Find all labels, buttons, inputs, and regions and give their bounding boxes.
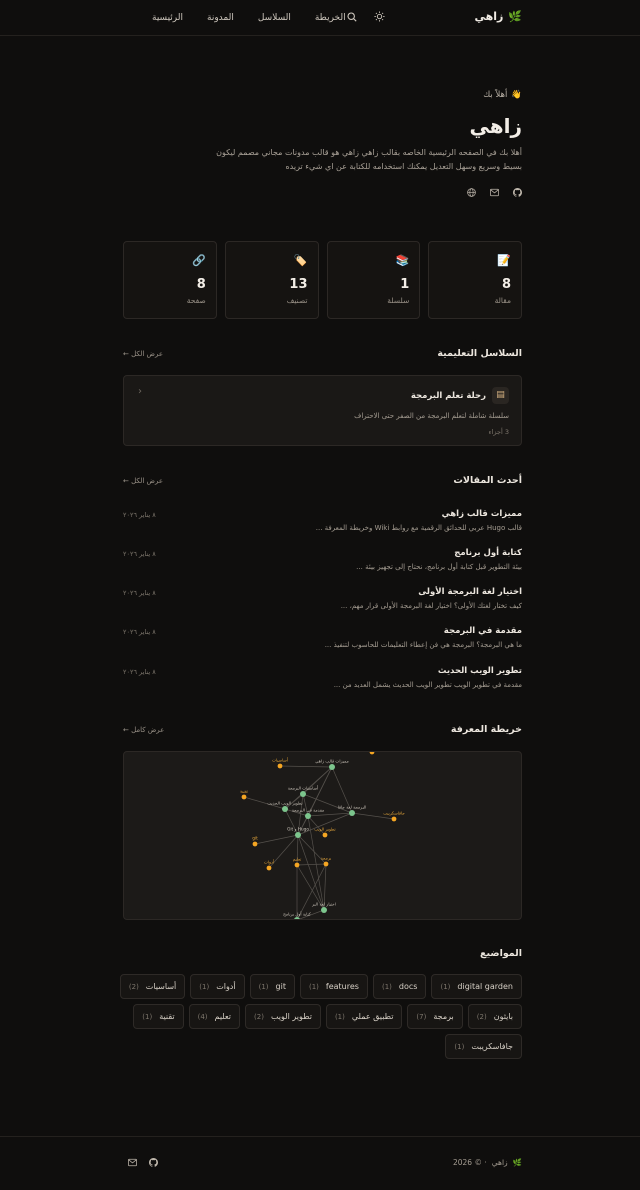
graph-node-label: مميزات قالب زاهي [315, 758, 349, 764]
chevron-left-icon: ‹ [138, 386, 142, 397]
graph-node-post[interactable] [300, 791, 306, 797]
graph-node-tag[interactable] [267, 866, 272, 871]
stat-label: صفحة [186, 296, 206, 305]
knowledge-graph[interactable] [123, 751, 522, 920]
greeting-text: أهلاً بك [483, 90, 508, 100]
tag-chip[interactable] [431, 974, 522, 999]
stat-label: مقالة [494, 296, 511, 305]
graph-edge [303, 794, 308, 816]
stat-value: 8 [501, 277, 511, 292]
graph-node-label: Hugo و Git [287, 826, 309, 832]
tags-section-header [123, 948, 522, 959]
footer-brand [453, 1158, 522, 1167]
graph-node-tag[interactable] [324, 862, 329, 867]
tag-name: تطوير الويب [270, 1012, 312, 1021]
tag-name: بايثون [493, 1012, 513, 1021]
top-navbar [0, 0, 640, 36]
graph-node-tag[interactable] [370, 752, 375, 754]
hero-title: زاهي [469, 114, 522, 138]
wave-icon: 👋 [511, 90, 522, 100]
link-icon: 🔗 [192, 254, 206, 267]
graph-node-label: جافاسكريبت [383, 810, 405, 816]
stat-label: سلسلة [387, 296, 410, 305]
tag-count: (1) [142, 1012, 153, 1021]
series-description: سلسلة شاملة لتعلم البرمجة من الصفر حتى الاحتراف [354, 412, 509, 420]
tag-count: (1) [258, 982, 269, 991]
tag-name: تقنية [159, 1012, 175, 1021]
tag-name: تطبيق عملي [351, 1012, 394, 1021]
tag-chip[interactable] [407, 1004, 462, 1029]
tag-icon: 🏷️ [293, 254, 308, 267]
graph-node-label: كتابة أول برنامج [283, 911, 311, 917]
post-title: مقدمة في البرمجة [443, 626, 522, 636]
graph-node-post[interactable] [349, 810, 355, 816]
graph-node-label: أساسيات [272, 757, 288, 763]
github-icon[interactable] [513, 188, 522, 200]
post-date: ٨ يناير ٢٠٢٦ [123, 668, 156, 676]
graph-node-label: برمجة [320, 855, 332, 861]
stat-card-pages[interactable] [123, 241, 217, 319]
stat-label: تصنيف [286, 296, 308, 305]
post-excerpt: مقدمة في تطوير الويب تطوير الويب الحديث يشمل العديد من ... [333, 681, 522, 689]
stat-card-posts[interactable] [428, 241, 522, 319]
graph-node-tag[interactable] [278, 764, 283, 769]
tag-cloud [118, 974, 522, 1059]
section-title: المواضيع [480, 948, 522, 959]
post-title: مميزات قالب زاهي [441, 509, 522, 519]
graph-node-post[interactable] [305, 813, 311, 819]
tag-name: أساسيات [145, 982, 177, 991]
tag-name: جافاسكريبت [471, 1042, 513, 1051]
section-title: السلاسل التعليمية [437, 348, 522, 359]
post-title: تطوير الويب الحديث [437, 666, 522, 676]
footer-brand-name[interactable]: زاهي [491, 1158, 508, 1167]
graph-node-tag[interactable] [392, 817, 397, 822]
post-title: كتابة أول برنامج [454, 548, 522, 558]
github-icon[interactable] [149, 1158, 158, 1169]
tag-chip[interactable] [250, 974, 295, 999]
tag-name: docs [398, 982, 418, 991]
books-icon: 📚 [395, 254, 410, 267]
stat-card-series[interactable] [327, 241, 421, 319]
tag-count: (2) [128, 982, 139, 991]
graph-node-label: تطوير الويب الحديث [267, 800, 303, 806]
graph-section-header [123, 724, 522, 735]
tag-chip[interactable] [326, 1004, 402, 1029]
graph-node-label: git [252, 835, 258, 841]
tag-chip[interactable] [445, 1034, 522, 1059]
tag-count: (1) [199, 982, 210, 991]
sun-icon[interactable] [373, 11, 386, 25]
memo-icon: 📝 [497, 254, 511, 267]
view-all-link[interactable]: عرض الكل ← [123, 349, 164, 358]
tag-count: (1) [440, 982, 451, 991]
tag-chip[interactable] [245, 1004, 321, 1029]
tag-chip[interactable] [120, 974, 185, 999]
post-item[interactable] [123, 666, 522, 698]
main-nav [128, 11, 386, 25]
graph-node-label: تطوير الويب [314, 826, 336, 832]
footer-socials [128, 1158, 158, 1169]
mail-icon[interactable] [490, 188, 499, 200]
post-item[interactable] [123, 509, 522, 541]
tag-count: (2) [254, 1012, 264, 1021]
graph-node-post[interactable] [282, 806, 288, 812]
graph-node-post[interactable] [294, 917, 300, 920]
greeting [118, 90, 522, 100]
tag-name: أدوات [216, 982, 236, 991]
graph-node-tag[interactable] [253, 842, 258, 847]
graph-node-label: أدوات [263, 859, 275, 865]
stat-card-categories[interactable] [225, 241, 319, 319]
graph-edge [297, 864, 326, 865]
tag-chip[interactable] [373, 974, 426, 999]
leaf-icon: 🌿 [512, 1158, 522, 1167]
graph-node-post[interactable] [321, 907, 327, 913]
nav-map[interactable]: الخريطة [314, 13, 346, 23]
post-date: ٨ يناير ٢٠٢٦ [123, 511, 156, 519]
brand-name: زاهي [474, 10, 504, 23]
post-date: ٨ يناير ٢٠٢٦ [123, 589, 156, 597]
graph-node-label: البرمجة لغة جافا [337, 804, 367, 810]
brand-link[interactable] [474, 10, 522, 23]
post-date: ٨ يناير ٢٠٢٦ [123, 550, 156, 558]
post-excerpt: كيف تختار لغتك الأولى؟ اختيار لغة البرمجة الأولى قرار مهم، ... [340, 602, 522, 610]
nav-home[interactable]: الرئيسية [152, 13, 183, 23]
view-full-link[interactable]: عرض كامل ← [123, 725, 165, 734]
graph-edge [280, 766, 332, 767]
post-item[interactable] [123, 548, 522, 580]
tag-count: (1) [454, 1042, 465, 1051]
hero-description: أهلا بك في الصفحه الرئيسية الخاصه بقالب زاهي زاهي هو قالب مدونات مجاني مصمم ليكون بسيط وسريع وسهل التعديل يمكنك استخدامه للكتابة عن اي شيء تريده [216, 148, 522, 171]
stats-row [123, 241, 522, 319]
tag-chip[interactable] [468, 1004, 522, 1029]
graph-node-post[interactable] [329, 764, 335, 770]
hero-section [118, 90, 522, 200]
post-item[interactable] [123, 587, 522, 619]
post-excerpt: بيئة التطوير قبل كتابة أول برنامج، نحتاج إلى تجهيز بيئة ... [356, 563, 522, 571]
tag-chip[interactable] [189, 1004, 240, 1029]
tag-name: برمجة [433, 1012, 454, 1021]
tag-count: (1) [381, 982, 392, 991]
graph-node-tag[interactable] [242, 795, 247, 800]
tag-count: (7) [416, 1012, 427, 1021]
knowledge-graph-canvas[interactable] [123, 752, 521, 920]
nav-blog[interactable]: المدونة [207, 13, 234, 23]
tag-name: تعليم [214, 1012, 232, 1021]
tag-count: (1) [334, 1012, 345, 1021]
graph-node-label: أساسيات البرمجة [287, 785, 319, 791]
section-title: خريطة المعرفة [450, 724, 522, 735]
graph-node-label: تعليم [292, 856, 302, 862]
stat-value: 13 [289, 277, 308, 292]
social-links [118, 188, 522, 200]
post-title: اختيار لغة البرمجة الأولى [418, 587, 522, 597]
post-excerpt: ما هي البرمجة؟ البرمجة هي فن إعطاء التعليمات للحاسوب لتنفيذ ... [324, 641, 522, 649]
stat-value: 1 [400, 277, 410, 292]
tag-count: (4) [197, 1012, 208, 1021]
graph-node-tag[interactable] [295, 863, 300, 868]
graph-edge [298, 767, 332, 835]
tag-name: digital garden [457, 982, 513, 991]
post-excerpt: قالب Hugo عربي للحدائق الرقمية مع روابط Wiki وخريطة المعرفة ... [315, 524, 522, 532]
view-all-link[interactable]: عرض الكل ← [123, 476, 164, 485]
tag-chip[interactable] [190, 974, 244, 999]
tag-name: git [275, 982, 286, 991]
post-item[interactable] [123, 626, 522, 658]
tag-chip[interactable] [133, 1004, 183, 1029]
series-title: رحلة تعلم البرمجة [410, 390, 486, 401]
tag-chip[interactable] [300, 974, 368, 999]
graph-node-label: مقدمة في البرمجة [291, 807, 325, 813]
series-card[interactable] [123, 375, 522, 446]
stack-icon: ▤ [492, 387, 509, 404]
posts-section-header [123, 475, 522, 486]
copyright: · © 2026 [452, 1158, 487, 1167]
tag-count: (1) [308, 982, 319, 991]
tag-count: (2) [476, 1012, 487, 1021]
leaf-icon: 🌿 [508, 10, 522, 23]
series-count: 3 أجزاء [488, 428, 509, 436]
graph-node-post[interactable] [295, 832, 301, 838]
stat-value: 8 [196, 277, 206, 292]
graph-node-label: اختيار لغة البر [312, 901, 336, 907]
nav-series[interactable]: السلاسل [257, 13, 291, 23]
graph-node-label: تقنية [239, 788, 249, 794]
graph-node-tag[interactable] [323, 833, 328, 838]
search-icon[interactable] [346, 12, 359, 25]
series-section-header [123, 348, 522, 359]
mail-icon[interactable] [128, 1158, 137, 1169]
footer [0, 1136, 640, 1190]
globe-icon[interactable] [467, 188, 476, 200]
section-title: أحدث المقالات [453, 475, 522, 486]
tag-name: features [325, 982, 359, 991]
post-date: ٨ يناير ٢٠٢٦ [123, 628, 156, 636]
